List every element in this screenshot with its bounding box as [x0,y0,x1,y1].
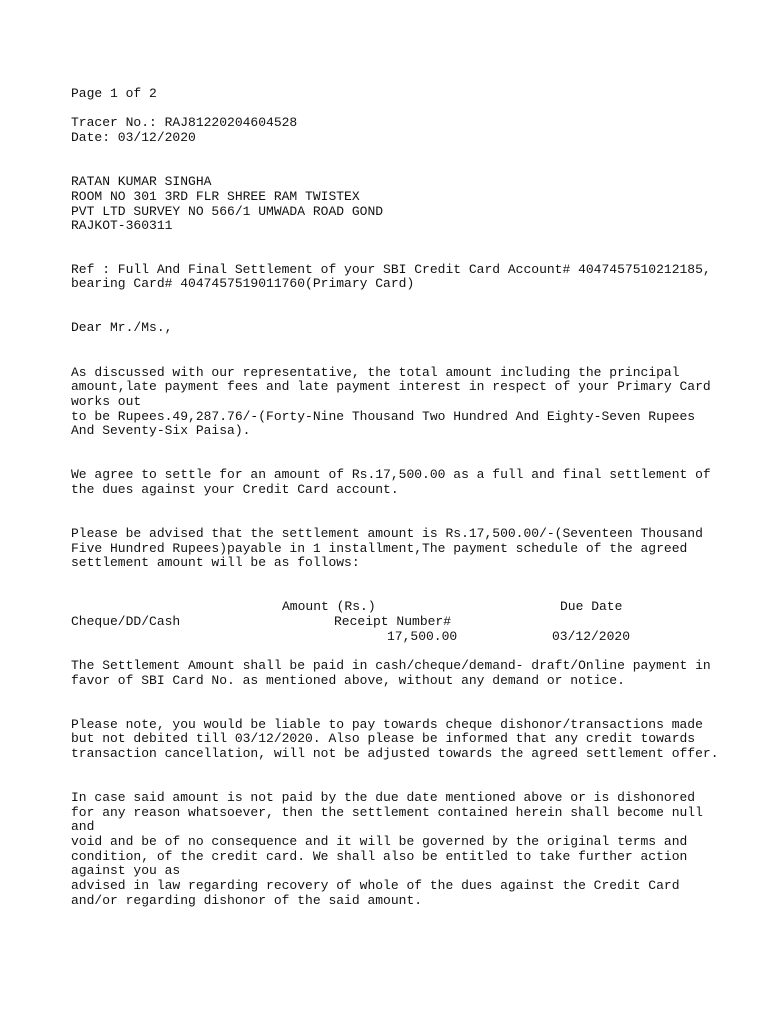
recipient-name: RATAN KUMAR SINGHA [71,174,212,189]
reference-line: bearing Card# 4047457519011760(Primary Card) [71,276,415,291]
paragraph-line: Five Hundred Rupees)payable in 1 installment,The payment schedule of the agreed [71,541,688,556]
paragraph-line: amount,late payment fees and late payment interest in respect of your Primary Card [71,379,711,394]
paragraph-line: to be Rupees.49,287.76/-(Forty-Nine Thousand Two Hundred And Eighty-Seven Rupees [71,409,696,424]
address-city: RAJKOT-360311 [71,218,173,233]
paragraph-line: In case said amount is not paid by the due date mentioned above or is dishonored [71,790,696,805]
tracer-number: Tracer No.: RAJ81220204604528 [71,115,298,130]
paragraph-line: but not debited till 03/12/2020. Also please be informed that any credit towards [71,731,696,746]
paragraph-line: and [71,819,95,834]
address-line: PVT LTD SURVEY NO 566/1 UMWADA ROAD GOND [71,204,384,219]
schedule-amount: 17,500.00 [387,629,458,644]
salutation: Dear Mr./Ms., [71,320,173,335]
paragraph-line: against you as [71,863,181,878]
paragraph-line: for any reason whatsoever, then the settlement contained herein shall become null [71,805,703,820]
paragraph-line: The Settlement Amount shall be paid in cash/cheque/demand- draft/Online payment in [71,658,711,673]
schedule-amount-header: Amount (Rs.) [282,599,376,614]
schedule-receipt-header: Receipt Number# [334,614,452,629]
paragraph-line: settlement amount will be as follows: [71,555,360,570]
paragraph-line: transaction cancellation, will not be adjusted towards the agreed settlement offer. [71,746,719,761]
letter-date: Date: 03/12/2020 [71,130,196,145]
paragraph-line: and/or regarding dishonor of the said amount. [71,893,423,908]
page-indicator: Page 1 of 2 [71,86,157,101]
reference-line: Ref : Full And Final Settlement of your SBI Credit Card Account# 4047457510212185, [71,262,711,277]
paragraph-line: As discussed with our representative, the total amount including the principal [71,365,680,380]
address-line: ROOM NO 301 3RD FLR SHREE RAM TWISTEX [71,189,360,204]
paragraph-line: We agree to settle for an amount of Rs.17,500.00 as a full and final settlement of [71,467,711,482]
schedule-due-date-header: Due Date [560,599,623,614]
paragraph-line: condition, of the credit card. We shall also be entitled to take further action [71,849,688,864]
paragraph-line: favor of SBI Card No. as mentioned above, without any demand or notice. [71,673,625,688]
schedule-due-date: 03/12/2020 [552,629,631,644]
paragraph-line: And Seventy-Six Paisa). [71,423,251,438]
schedule-payment-mode: Cheque/DD/Cash [71,614,181,629]
paragraph-line: Please be advised that the settlement amount is Rs.17,500.00/-(Seventeen Thousand [71,526,703,541]
paragraph-line: Please note, you would be liable to pay towards cheque dishonor/transactions made [71,717,703,732]
paragraph-line: works out [71,394,142,409]
paragraph-line: advised in law regarding recovery of whole of the dues against the Credit Card [71,878,680,893]
paragraph-line: the dues against your Credit Card account. [71,482,399,497]
paragraph-line: void and be of no consequence and it will be governed by the original terms and [71,834,688,849]
